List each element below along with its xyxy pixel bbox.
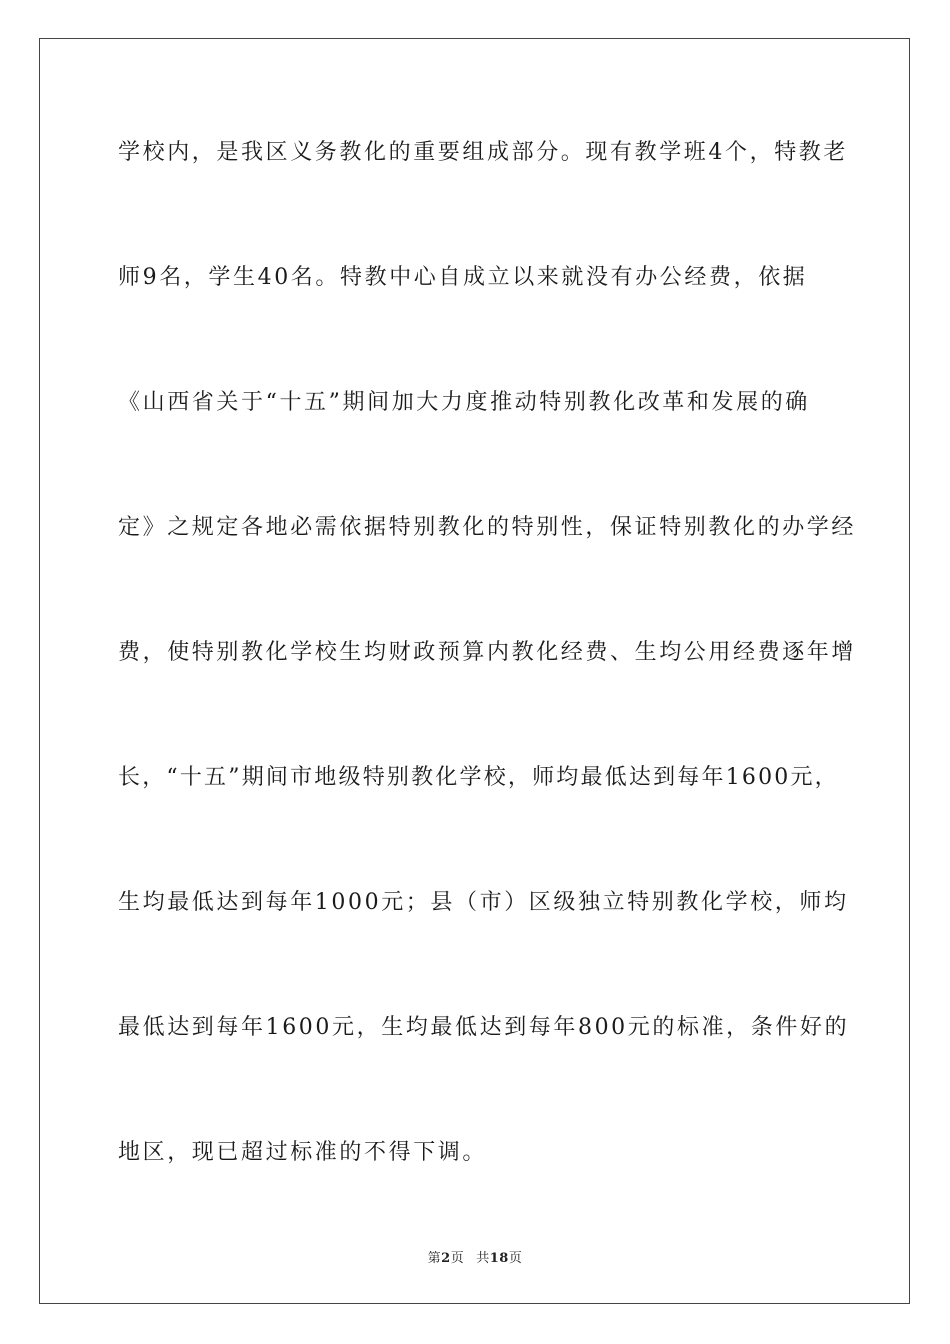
page-footer bbox=[0, 1247, 950, 1266]
page-suffix: 页 bbox=[450, 1251, 465, 1266]
text-line-2: 师9名，学生40名。特教中心自成立以来就没有办公经费，依据 bbox=[118, 265, 808, 290]
document-body bbox=[118, 128, 857, 1253]
text-line-8: 最低达到每年1600元，生均最低达到每年800元的标准，条件好的 bbox=[118, 1015, 850, 1040]
text-line-9: 地区，现已超过标准的不得下调。 bbox=[118, 1140, 488, 1165]
text-line-4: 定》之规定各地必需依据特别教化的特别性，保证特别教化的办学经 bbox=[118, 515, 857, 540]
text-line-3: 《山西省关于“十五”期间加大力度推动特别教化改革和发展的确 bbox=[118, 390, 810, 415]
text-line-7: 生均最低达到每年1000元；县（市）区级独立特别教化学校，师均 bbox=[118, 890, 849, 915]
total-pages-number: 18 bbox=[489, 1251, 509, 1266]
text-line-6: 长，“十五”期间市地级特别教化学校，师均最低达到每年1600元， bbox=[118, 765, 839, 790]
page-prefix: 第 bbox=[427, 1251, 442, 1266]
current-page-number: 2 bbox=[441, 1251, 451, 1266]
text-line-5: 费，使特别教化学校生均财政预算内教化经费、生均公用经费逐年增 bbox=[118, 640, 857, 665]
total-prefix: 共 bbox=[476, 1251, 490, 1266]
text-line-1: 学校内，是我区义务教化的重要组成部分。现有教学班4个，特教老 bbox=[118, 140, 848, 165]
total-suffix: 页 bbox=[508, 1251, 523, 1266]
